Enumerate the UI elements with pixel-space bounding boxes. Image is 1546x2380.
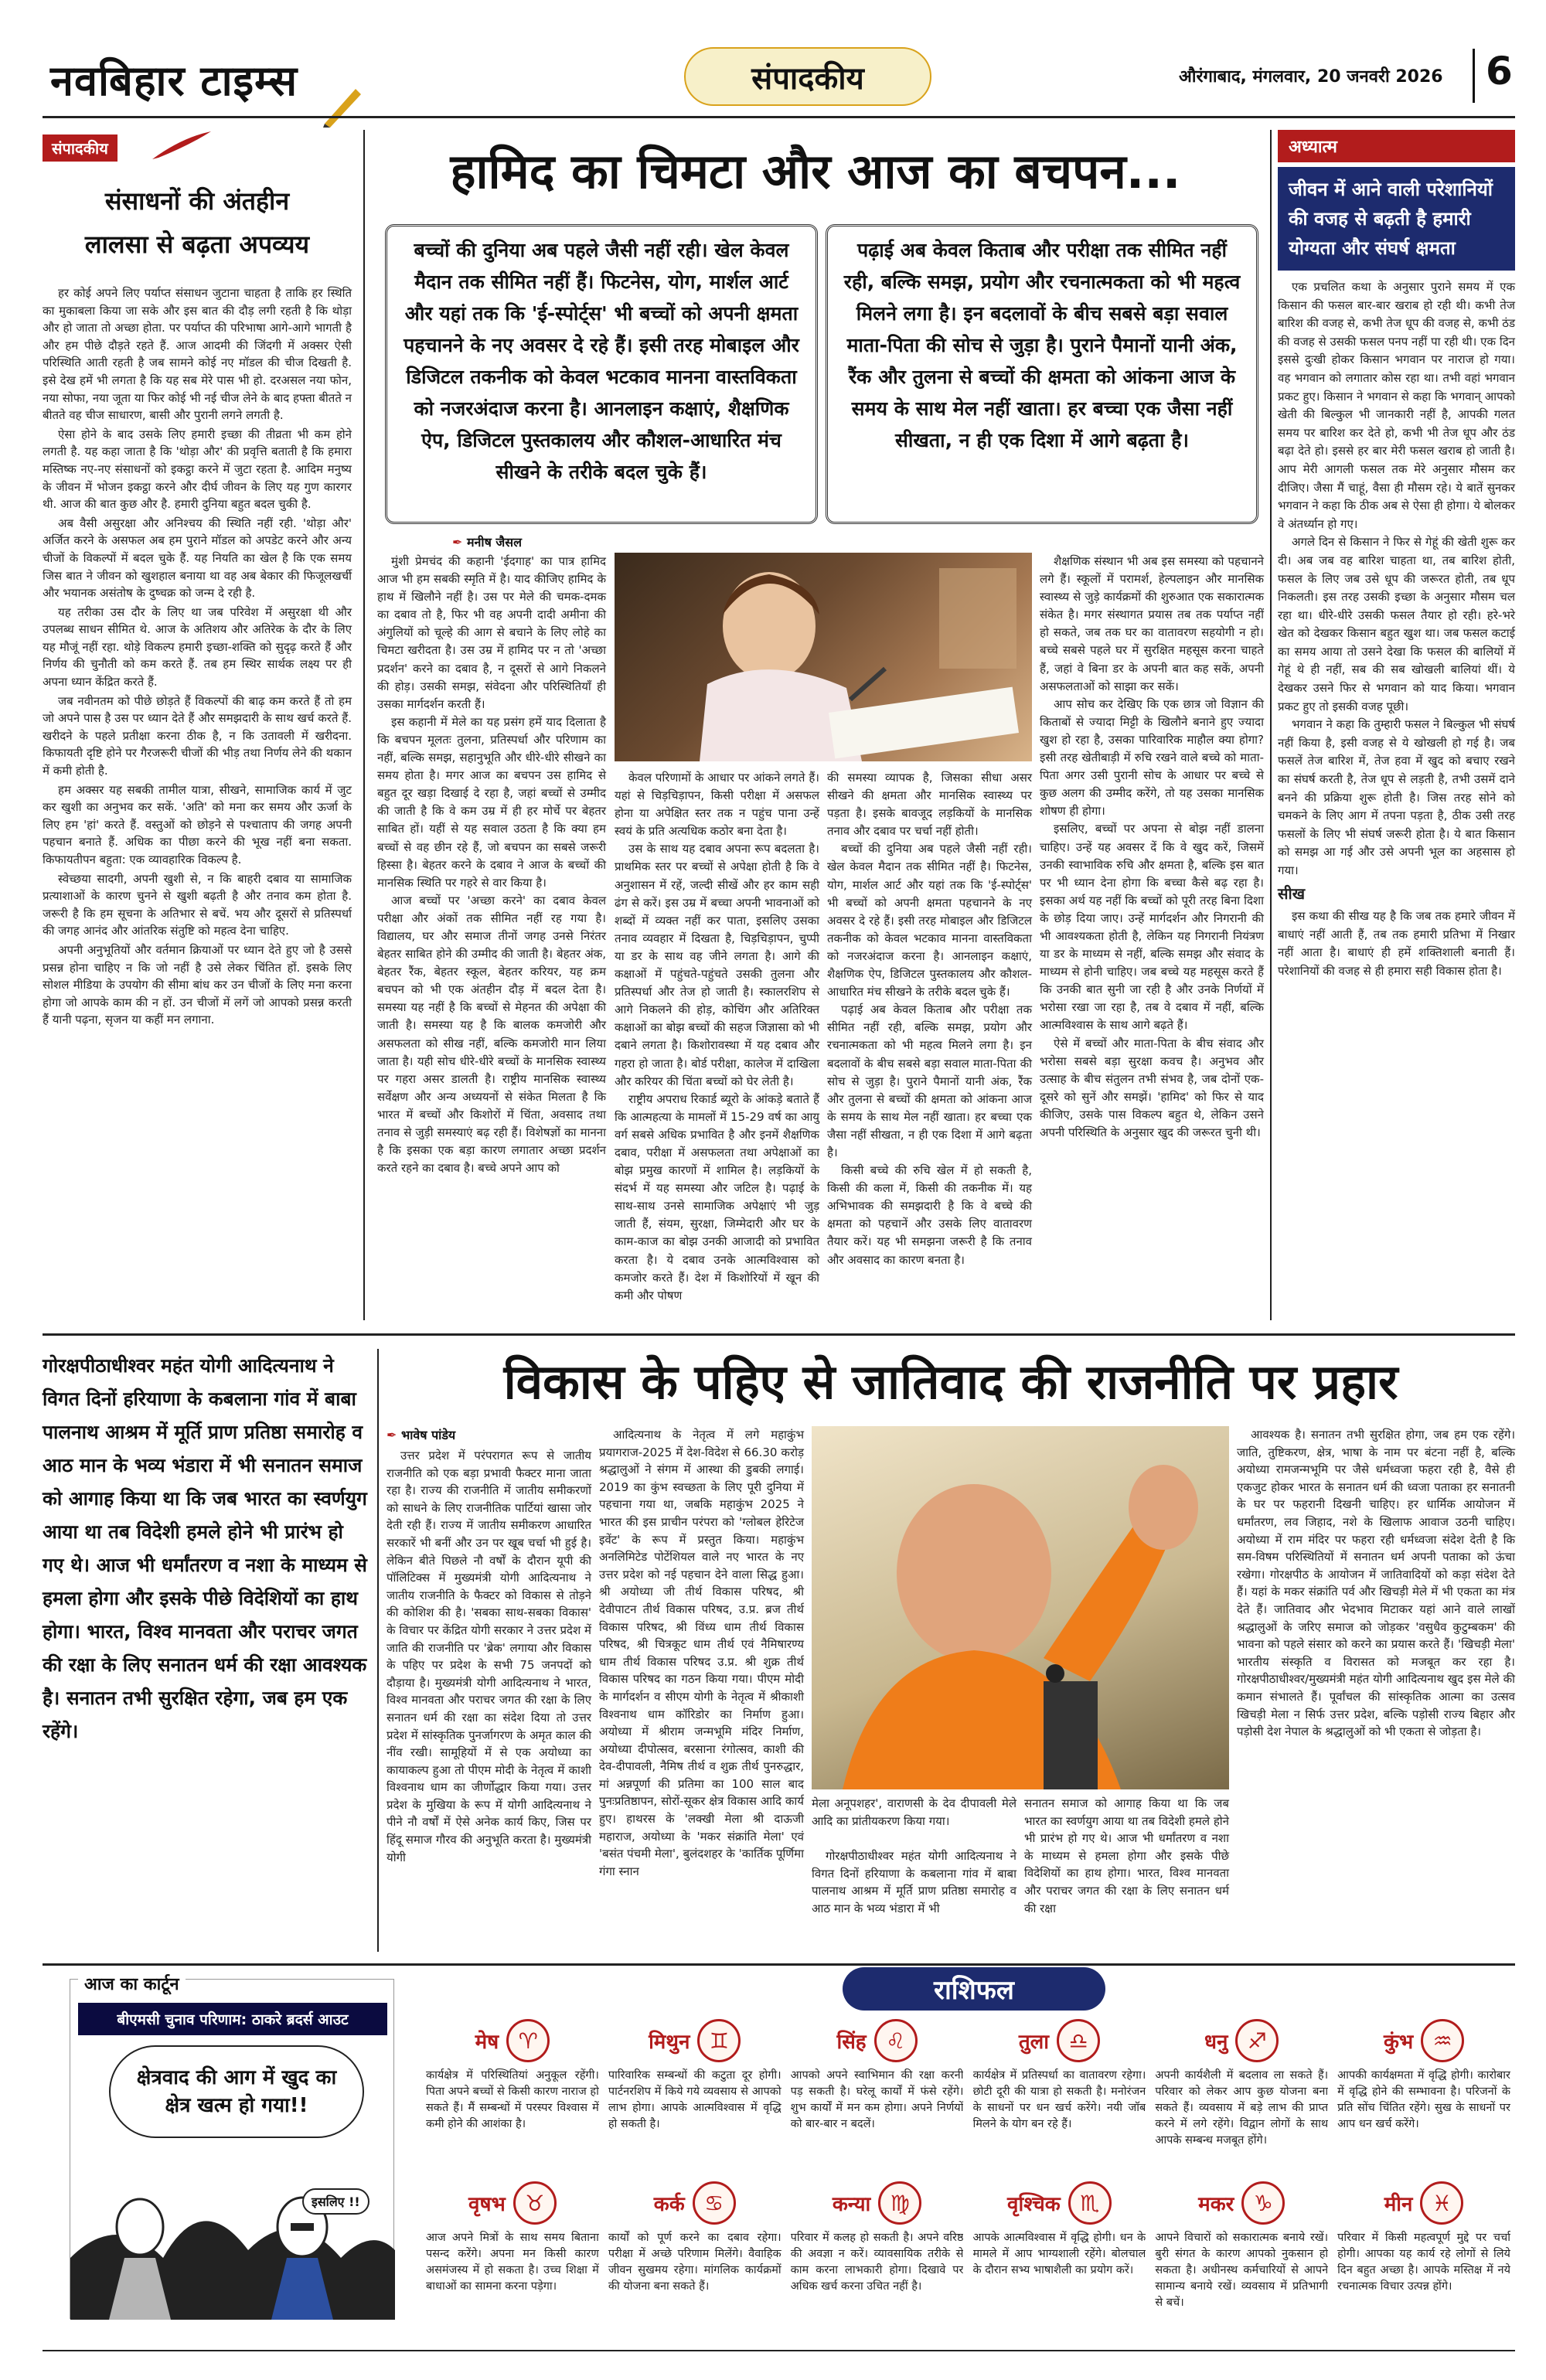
rashi-text: पारिवारिक सम्बन्धों की कटुता दूर होगी। पार्टनरशिप में किये गये व्यवसाय से आपको लाभ होगा। आपके आत्मविश्वास में वृद्धि हो सकती है। bbox=[608, 2069, 782, 2130]
zodiac-icon: ♐ bbox=[1235, 2019, 1279, 2062]
yogi-headline: विकास के पहिए से जातिवाद की राजनीति पर प्रहार bbox=[503, 1353, 1398, 1410]
quill-icon bbox=[151, 130, 213, 161]
editorial-title: संसाधनों की अंतहीन लालसा से बढ़ता अपव्यय bbox=[84, 186, 310, 259]
zodiac-icon: ♌ bbox=[874, 2019, 918, 2062]
rashifal-grid bbox=[421, 2014, 1515, 2338]
rashi-name: कर्क bbox=[653, 2193, 685, 2216]
rashi-cell bbox=[973, 2014, 1146, 2171]
yogi-col-1: उत्तर प्रदेश में परंपरागत रूप से जातीय राजनीति को एक बड़ा प्रभावी फैक्टर माना जाता रहा है। राज्य की राजनीति में जातीय समीकरणों को साधने के लिए राजनीतिक पार्टियां खासा जोर देती रही हैं। राज्य में जातीय समीकरण आधारित सरकारें भी बनीं और उन पर खूब चर्चा भी हुई है। लेकिन बीते पिछले नौ वर्षों के दौरान यूपी की पॉलिटिक्स में मुख्यमंत्री योगी आदित्यनाथ ने जातीय राजनीति के फैक्टर को विकास से तोड़ने की कोशिश की है। 'सबका साथ-सबका विकास' के विचार पर केंद्रित योगी सरकार ने उत्तर प्रदेश में जाति की राजनीति पर 'ब्रेक' लगाया और विकास के पहिए पर प्रदेश के सभी 75 जनपदों को दौड़ाया है। मुख्यमंत्री योगी आदित्यनाथ ने भारत, विश्व मानवता और पराचर जगत की रक्षा के लिए सनातन धर्म की रक्षा का संदेश दिया तो उत्तर प्रदेश में सांस्कृतिक पुनर्जागरण के अमृत काल की नींव रखी। सामूहियों में से एक अयोध्या का कायाकल्प हुआ तो पीएम मोदी के नेतृत्व में काशी विश्वनाथ धाम का जीर्णोद्धार किया गया। उत्तर प्रदेश के मुखिया के रूप में योगी आदित्यनाथ ने पीने नौ वर्षों में ऐसे अनेक कार्य किए, जिस पर हिंदू समाज गौरव की अनुभूति करता है। मुख्यमंत्री योगी bbox=[386, 1449, 591, 1864]
rashi-name: सिंह bbox=[836, 2031, 867, 2054]
rashi-cell bbox=[1155, 2014, 1328, 2171]
zodiac-icon: ♈ bbox=[506, 2019, 550, 2062]
main-col-4: शैक्षणिक संस्थान भी अब इस समस्या को पहचानने लगे हैं। स्कूलों में परामर्श, हेल्पलाइन और मानसिक स्वास्थ्य से जुड़े कार्यक्रमों की शुरुआत एक सकारात्मक संकेत है। मगर संस्थागत प्रयास तब तक पर्याप्त नहीं हो सकते, जब तक घर का वातावरण सहयोगी न हो। बच्चे सबसे पहले घर में सुरक्षित महसूस करना चाहते हैं, जहां वे बिना डर के अपनी बात कह सकें, अपनी असफलताओं को साझा कर सकें। आप सोच कर देखिए कि एक छात्र जो विज्ञान की किताबों से ज्यादा मिट्टी के खिलौने बनाने हुए ज्यादा खुश हो रहा है, उसका पारिवारिक माहौल क्या होगा? इसी तरह खेतीबाड़ी में रुचि रखने वाले बच्चे को माता-पिता अगर उसी पुरानी सोच के आधार पर बच्चे से कुछ अलग की उम्मीद करेंगे, तो यह उसका मानसिक शोषण ही होगा। इसलिए, बच्चों पर अपना से बोझ नहीं डालना चाहिए। उन्हें यह अवसर दें कि वे खुद करें, जिसमें उनकी स्वाभाविक रुचि और क्षमता है, बल्कि इस बात पर भी ध्यान देना होगा कि बच्चा कैसे बढ़ रहा है। इसका अर्थ यह नहीं कि बच्चों को पूरी तरह बिना दिशा के छोड़ दिया जाए। उन्हें मार्गदर्शन और निगरानी की भी आवश्यकता होती है, लेकिन यह निगरानी नियंत्रण या डर के माध्यम से नहीं, बल्कि समझ और संवाद के माध्यम से होनी चाहिए। जब बच्चे यह महसूस करते हैं कि उनकी बात सुनी जा रही है और उनके निर्णयों में भरोसा रखा जा रहा है, तब वे दबाव में नहीं, बल्कि आत्मविश्वास के साथ आगे बढ़ते हैं। ऐसे में बच्चों और माता-पिता के बीच संवाद और भरोसा सबसे बड़ा सुरक्षा कवच है। अनुभव और उत्साह के बीच संतुलन तभी संभव है, जब दोनों एक-दूसरे को सुनें और समझें। 'हामिद' को फिर से याद कीजिए, उसके पास विकल्प बहुत थे, लेकिन उसने अपनी परिस्थिति के अनुसार खुद की जरूरत चुनी थी। bbox=[1040, 554, 1264, 1139]
zodiac-icon: ♍ bbox=[878, 2181, 921, 2225]
rashi-name: मिथुन bbox=[649, 2031, 690, 2054]
rashi-name: मकर bbox=[1198, 2193, 1234, 2216]
rashi-cell bbox=[1155, 2176, 1328, 2334]
child-figure-icon bbox=[615, 553, 1032, 761]
rashi-cell bbox=[608, 2014, 782, 2171]
cartoon-box bbox=[70, 1975, 394, 2319]
byline-main: ✒ मनीष जैसल bbox=[452, 535, 522, 550]
rashi-cell bbox=[426, 2176, 599, 2334]
rashi-cell bbox=[973, 2176, 1146, 2334]
rashi-cell bbox=[608, 2176, 782, 2334]
pull-quote-right: पढ़ाई अब केवल किताब और परीक्षा तक सीमित नहीं रही, बल्कि समझ, प्रयोग और रचनात्मकता को भी महत्व मिलने लगा है। इन बदलावों के बीच सबसे बड़ा सवाल माता-पिता की सोच से जुड़ा है। पुराने पैमानों यानी अंक, रैंक और तुलना से बच्चों की क्षमता को आंकना आज के समय के साथ मेल नहीं खाता। हर बच्चा एक जैसा नहीं सीखता, न ही एक दिशा में आगे बढ़ता है। bbox=[826, 224, 1258, 524]
zodiac-icon: ♉ bbox=[513, 2181, 557, 2225]
newspaper-logo: नवबिहार टाइम्स bbox=[50, 56, 298, 105]
adhyatma-tag: अध्यात्म bbox=[1278, 130, 1515, 162]
rashi-name: वृश्चिक bbox=[1007, 2193, 1061, 2216]
rashifal-title: राशिफल bbox=[934, 1975, 1014, 2006]
zodiac-icon: ♋ bbox=[693, 2181, 736, 2225]
adhyatma-headline: जीवन में आने वाली परेशानियों की वजह से बढ़ती है हमारी योग्यता और संघर्ष क्षमता bbox=[1278, 167, 1515, 271]
zodiac-icon: ♊ bbox=[697, 2019, 741, 2062]
zodiac-icon: ♒ bbox=[1421, 2019, 1464, 2062]
yogi-col-3b: सनातन समाज को आगाह किया था कि जब भारत का स्वर्णयुग आया था तब विदेशी हमले होने भी प्रारंभ हो गए थे। आज भी धर्मांतरण व नशा के माध्यम से हमला होगा और इसके पीछे विदेशियों का हाथ होगा। भारत, विश्व मानवता और पराचर जगत की रक्षा के लिए सनातन धर्म की रक्षा bbox=[1024, 1796, 1229, 1915]
editorial-column bbox=[43, 130, 352, 1320]
dateline: औरंगाबाद, मंगलवार, 20 जनवरी 2026 bbox=[1179, 67, 1443, 87]
rashifal-title-bar bbox=[843, 1967, 1105, 2011]
zodiac-icon: ♎ bbox=[1057, 2019, 1100, 2062]
main-headline: हामिद का चिमटा और आज का बचपन... bbox=[450, 143, 1181, 199]
child-studying-photo bbox=[615, 553, 1032, 761]
yogi-col-3: गोरक्षपीठाधीश्वर महंत योगी आदित्यनाथ ने विगत दिनों हरियाणा के कबलाना गांव में बाबा पालनाथ आश्रम में मूर्ति प्राण प्रतिष्ठा समारोह व आठ मान के भव्य भंडारा में भी bbox=[812, 1849, 1016, 1915]
yogi-col-2: आदित्यनाथ के नेतृत्व में लगे महाकुंभ प्रयागराज-2025 में देश-विदेश से 66.30 करोड़ श्रद्धालुओं ने संगम में आस्था की डुबकी लगाई। 2019 का कुंभ स्वच्छता के लिए पूरी दुनिया में पहचाना गया था, जबकि महाकुंभ 2025 ने भारत की इस प्राचीन परंपरा को 'ग्लोबल हेरिटेज इवेंट' के रूप में प्रस्तुत किया। महाकुंभ अनलिमिटेड पोटेंशियल वाले नए भारत के नए उत्तर प्रदेश को नई पहचान देने वाला सिद्ध हुआ। श्री अयोध्या जी तीर्थ विकास परिषद, श्री देवीपाटन तीर्थ विकास परिषद, उ.प्र. ब्रज तीर्थ विकास परिषद, श्री विंध्य धाम तीर्थ विकास परिषद, श्री चित्रकूट धाम तीर्थ एवं नैमिषारण्य धाम तीर्थ विकास परिषद उ.प्र. श्री शुक्र तीर्थ विकास परिषद का गठन किया गया। पीएम मोदी के मार्गदर्शन व सीएम योगी के नेतृत्व में श्रीकाशी विश्वनाथ धाम कॉरिडोर का निर्माण हुआ। अयोध्या में श्रीराम जन्मभूमि मंदिर निर्माण, अयोध्या दीपोत्सव, बरसाना रंगोत्सव, काशी की देव-दीपावली, नैमिष तीर्थ व शुक्र तीर्थ पुनरुद्धार, मां अन्नपूर्णा की प्रतिमा का 100 साल बाद पुनःप्रतिष्ठापन, सोरों-सूकर क्षेत्र विकास आदि कार्य हुए। हाथरस के 'लक्खी मेला श्री दाऊजी महाराज, अयोध्या के 'मकर संक्रांति मेला' एवं 'बसंत पंचमी मेला', बुलंदशहर के 'कार्तिक पूर्णिमा गंगा स्नान bbox=[599, 1428, 804, 1878]
rashi-text: कार्यक्षेत्र में परिस्थितियां अनुकूल रहेंगी। पिता अपने बच्चों से किसी कारण नाराज हो सकते हैं। मैं सम्बन्धों में परस्पर विश्वास में कमी होने की आशंका है। bbox=[426, 2069, 599, 2130]
rashi-name: मेष bbox=[475, 2031, 499, 2054]
cartoon-drawing bbox=[70, 2142, 395, 2320]
pen-icon bbox=[321, 81, 367, 128]
rashi-cell bbox=[426, 2014, 599, 2171]
cartoon-bubble: क्षेत्रवाद की आग में खुद का क्षेत्र खत्म हो गया!! bbox=[109, 2045, 364, 2138]
rashi-text: आपके आत्मविश्वास में वृद्धि होगी। धन के मामले में आप भाग्यशाली रहेंगे। बोलचाल के दौरान सभ्य भाषाशैली का प्रयोग करें। bbox=[972, 2232, 1146, 2276]
sikh-label: सीख bbox=[1278, 884, 1306, 903]
main-col-2: केवल परिणामों के आधार पर आंकने लगते हैं। यहां से चिड़चिड़ापन, किसी परीक्षा में असफल होना या अपेक्षित स्तर तक न पहुंच पाना उन्हें स्वयं के प्रति अत्यधिक कठोर बना देता है। उस के साथ यह दबाव अपना रूप बदलता है। प्राथमिक स्तर पर बच्चों से अपेक्षा होती है कि वे अनुशासन में रहें, जल्दी सीखें और हर काम सही ढंग से करें। इस उम्र में बच्चा अपनी भावनाओं को शब्दों में व्यक्त नहीं कर पाता, इसलिए उसका तनाव व्यवहार में दिखता है, चिड़चिड़ापन, चुप्पी या डर के साथ वह जीने लगता है। आगे की कक्षाओं में पहुंचते-पहुंचते उसकी तुलना और प्रतिस्पर्धा और तेज हो जाती है। स्कालरशिप से आगे निकलने की होड़, कोचिंग और अतिरिक्त कक्षाओं का बोझ बच्चों की सहज जिज्ञासा को भी दबाने लगता है। किशोरावस्था में यह दबाव और गहरा हो जाता है। बोर्ड परीक्षा, कालेज में दाखिला और करियर की चिंता बच्चों को घेर लेती है। राष्ट्रीय अपराध रिकार्ड ब्यूरो के आंकड़े बताते हैं कि आत्महत्या के मामलों में 15-29 वर्ष का आयु वर्ग सबसे अधिक प्रभावित है और इनमें शैक्षणिक दबाव, परीक्षा में असफलता तथा अपेक्षाओं का बोझ प्रमुख कारणों में शामिल है। लड़कियों के संदर्भ में यह समस्या और जटिल है। पढ़ाई के साथ-साथ उनसे सामाजिक अपेक्षाएं भी जुड़ जाती हैं, संयम, सुरक्षा, जिम्मेदारी और घर के काम-काज का बोझ उनकी आजादी को प्रभावित करता है। ये दबाव उनके आत्मविश्वास को कमजोर करते हैं। देश में किशोरियों में खून की कमी और पोषण bbox=[615, 771, 819, 1302]
section-banner bbox=[684, 47, 931, 106]
rashi-name: वृषभ bbox=[468, 2193, 506, 2216]
rashi-name: कन्या bbox=[832, 2193, 871, 2216]
rashi-name: धनु bbox=[1204, 2031, 1228, 2054]
rashi-cell bbox=[1337, 2014, 1510, 2171]
yogi-col-4: आवश्यक है। सनातन तभी सुरक्षित होगा, जब हम एक रहेंगे। जाति, तुष्टिकरण, क्षेत्र, भाषा के नाम पर बंटना नहीं है, बल्कि अयोध्या रामजन्मभूमि पर जैसे धर्मध्वजा फहरा रही है, वैसे ही एकजुट होकर भारत के सनातन धर्म की ध्वजा पताका हर सनातनी के घर पर फहरानी दिखनी चाहिए। हर धार्मिक आयोजन में धर्मांतरण, लव जिहाद, नशे के खिलाफ आवाज उठनी चाहिए। अयोध्या में राम मंदिर पर फहरा रही धर्मध्वजा संदेश देती है कि सम-विषम परिस्थितियों में सनातन धर्म अपनी पताका को ऊंचा रखेगा। गोरक्षपीठ के आयोजन में जातिवादियों को कड़ा संदेश देते हैं। यहां के मकर संक्रांति पर्व और खिचड़ी मेले में भी एकता का मंत्र देते हैं। जातिवाद और भेदभाव मिटाकर यहां आने वाले लाखों श्रद्धालुओं के जरिए समाज को जोड़कर 'वसुधैव कुटुम्बकम' की भावना को पहले संसार को करने का प्रयास करते हैं। 'खिचड़ी मेला' भारतीय संस्कृति व विरासत को मजबूत कर रहा है। गोरक्षपीठाधीश्वर/मुख्यमंत्री महंत योगी आदित्यनाथ खुद इस मेले की कमान संभालते हैं। पूर्वांचल की सांस्कृतिक आत्मा का उत्सव खिचड़ी मेला न सिर्फ उत्तर प्रदेश, बल्कि पड़ोसी राज्य बिहार और पड़ोसी देश नेपाल के श्रद्धालुओं को भी एकता से जोड़ता है। bbox=[1237, 1428, 1515, 1739]
rashi-cell bbox=[791, 2014, 964, 2171]
page-number: 6 bbox=[1473, 49, 1511, 103]
adhyatma-column bbox=[1278, 130, 1515, 1320]
rashi-name: कुंभ bbox=[1383, 2031, 1414, 2054]
rashi-text: आज अपने मित्रों के साथ समय बिताना पसन्द करेंगे। अपना मन किसी कारण असमंजस्य में हो सकता है। उच्च शिक्षा में बाधाओं का सामना करना पड़ेगा। bbox=[426, 2232, 599, 2293]
pen-icon: ✒ bbox=[386, 1428, 401, 1442]
rashi-text: परिवार में कलह हो सकती है। अपने वरिष्ठ की अवज्ञा न करें। व्यावसायिक तरीके से काम करना लाभकारी होगा। दिखावे पर अधिक खर्च करना उचित नहीं है। bbox=[790, 2232, 964, 2293]
pen-icon: ✒ bbox=[452, 535, 467, 550]
speaker-figure-icon bbox=[812, 1426, 1229, 1789]
rashi-text: परिवार में किसी महत्वपूर्ण मुद्दे पर चर्चा होगी। आपका यह कार्य रहे लोगों से लिये दिन बहुत अच्छा है। आपके मस्तिक्ष में नये रचनात्मक विचार उत्पन्न होंगे। bbox=[1337, 2232, 1510, 2293]
rashi-name: तुला bbox=[1018, 2031, 1049, 2054]
cartoon-tag: आज का कार्टून bbox=[78, 1972, 186, 1995]
zodiac-icon: ♑ bbox=[1241, 2181, 1285, 2225]
cartoon-banner: बीएमसी चुनाव परिणाम: ठाकरे ब्रदर्स आउट bbox=[78, 2003, 387, 2035]
zodiac-icon: ♓ bbox=[1420, 2181, 1463, 2225]
yogi-side-quote: गोरक्षपीठाधीश्वर महंत योगी आदित्यनाथ ने विगत दिनों हरियाणा के कबलाना गांव में बाबा पालनाथ आश्रम में मूर्ति प्राण प्रतिष्ठा समारोह व आठ मान के भव्य भंडारा में भी सनातन समाज को आगाह किया था कि जब भारत का स्वर्णयुग आया था तब विदेशी हमले होने भी प्रारंभ हो गए थे। आज भी धर्मांतरण व नशा के माध्यम से हमला होगा और इसके पीछे विदेशियों का हाथ होगा। भारत, विश्व मानवता और पराचर जगत की रक्षा के लिए सनातन धर्म की रक्षा आवश्यक है। सनातन तभी सुरक्षित रहेगा, जब हम एक रहेंगे। bbox=[43, 1354, 367, 1742]
main-col-1: मुंशी प्रेमचंद की कहानी 'ईदगाह' का पात्र हामिद आज भी हम सबकी स्मृति में है। याद कीजिए हामिद के हाथ में खिलौने नहीं है। उस पर मेले की चमक-दमक का दबाव तो है, फिर भी वह अपनी दादी अमीना की अंगुलियों को चूल्हे की आग से बचाने के लिए लोहे का चिमटा खरीदता है। उस उम्र में हामिद पर न तो 'अच्छा प्रदर्शन' करने का दबाव है, न दूसरों से आगे निकलने की होड़। उसकी समझ, संवेदना और परिस्थितियाँ ही उसका मार्गदर्शन करती हैं। इस कहानी में मेले का यह प्रसंग हमें याद दिलाता है कि बचपन मूलतः तुलना, प्रतिस्पर्धा और परिणाम का नहीं, बल्कि समझ, सहानुभूति और धीरे-धीरे सीखने का समय होता है। मगर आज का बचपन उस हामिद से बहुत दूर खड़ा दिखाई दे रहा है, जहां बच्चों से उम्मीद की जाती है कि वे कम उम्र में ही हर मोर्चे पर बेहतर साबित हों। यहीं से यह सवाल उठता है कि क्या हम बच्चों से वह छीन रहे हैं, जो बचपन का सबसे जरूरी हिस्सा है। बेहतर करने के दबाव ने आज के बच्चों की मानसिक स्थिति पर गहरे से वार किया है। आज बच्चों पर 'अच्छा करने' का दबाव केवल परीक्षा और अंकों तक सीमित नहीं रह गया है। विद्यालय, घर और समाज तीनों जगह उनसे निरंतर बेहतर साबित होने की उम्मीद की जाती है। बेहतर अंक, बेहतर रैंक, बेहतर स्कूल, बेहतर करियर, यह क्रम बचपन को भी एक अंतहीन दौड़ में बदल देता है। समस्या यह नहीं है कि बच्चों से मेहनत की अपेक्षा की जाती है। समस्या यह है कि बालक कमजोरी और असफलता को सीख नहीं, बल्कि कमजोरी मान लिया जाता है। यही सोच धीरे-धीरे बच्चों के मानसिक स्वास्थ्य पर गहरा असर डालती है। राष्ट्रीय मानसिक स्वास्थ्य सर्वेक्षण और अन्य अध्ययनों से संकेत मिलता है कि भारत में बच्चों और किशोरों में चिंता, अवसाद तथा तनाव से जुड़ी समस्याएं बढ़ रही हैं। विशेषज्ञों का मानना है कि इसका एक बड़ा कारण लगातार अच्छा प्रदर्शन करते रहने का दबाव है। बच्चे अपने आप को bbox=[377, 554, 606, 1176]
rashi-text: कार्यों को पूर्ण करने का दबाव रहेगा। परीक्षा में अच्छे परिणाम मिलेंगे। वैवाहिक जीवन सुखमय रहेगा। मांगलिक कार्यक्रमों की योजना बना सकते हैं। bbox=[608, 2232, 782, 2293]
pull-quote-left: बच्चों की दुनिया अब पहले जैसी नहीं रही। खेल केवल मैदान तक सीमित नहीं हैं। फिटनेस, योग, मार्शल आर्ट और यहां तक कि 'ई-स्पोर्ट्स' भी बच्चों को अपनी क्षमता पहचानने के नए अवसर दे रहे हैं। इसी तरह मोबाइल और डिजिटल तकनीक को केवल भटकाव मानना वास्तविकता को नजरअंदाज करना है। आनलाइन कक्षाएं, शैक्षणिक ऐप, डिजिटल पुस्तकालय और कौशल-आधारित मंच सीखने के तरीके बदल चुके हैं। bbox=[385, 224, 818, 524]
masthead bbox=[43, 43, 1515, 114]
rashi-text: आपको अपने स्वाभिमान की रक्षा करनी पड़ सकती है। घरेलू कार्यों में फंसे रहेंगे। शुभ कार्यों में मन कम होगा। अपने निर्णयों को बार-बार न बदलें। bbox=[790, 2069, 964, 2130]
rashi-text: आपकी कार्यक्षमता में वृद्धि होगी। कारोबार में वृद्धि होने की सम्भावना है। परिजनों के प्रति सोंच चिंतित रहेंगे। सुख के साधनों पर आप धन खर्च करेंगे। bbox=[1337, 2069, 1510, 2130]
main-col-3: की समस्या व्यापक है, जिसका सीधा असर सीखने की क्षमता और मानसिक स्वास्थ्य पर पड़ता है। इसके बावजूद लड़कियों के मानसिक तनाव और दबाव पर चर्चा नहीं होती। बच्चों की दुनिया अब पहले जैसी नहीं रही। खेल केवल मैदान तक सीमित नहीं है। फिटनेस, योग, मार्शल आर्ट और यहां तक कि 'ई-स्पोर्ट्स' भी बच्चों को अपनी क्षमता पहचानने के नए अवसर दे रहे हैं। इसी तरह मोबाइल और डिजिटल तकनीक को केवल भटकाव मानना वास्तविकता को नजरअंदाज करना है। आनलाइन कक्षाएं, शैक्षणिक ऐप, डिजिटल पुस्तकालय और कौशल-आधारित मंच सीखने के तरीके बदल चुके हैं। पढ़ाई अब केवल किताब और परीक्षा तक सीमित नहीं रही, बल्कि समझ, प्रयोग और रचनात्मकता को भी महत्व मिलने लगा है। इन बदलावों के बीच सबसे बड़ा सवाल माता-पिता की सोच से जुड़ा है। पुराने पैमानों यानी अंक, रैंक और तुलना से बच्चों की क्षमता को आंकना आज के समय के साथ मेल नहीं खाता। हर बच्चा एक जैसा नहीं सीखता, न ही एक दिशा में आगे बढ़ता है। किसी बच्चे की रुचि खेल में हो सकती है, किसी की कला में, किसी की तकनीक में। यह अभिभावक की समझदारी है कि वे बच्चे की क्षमता को पहचानें और उसके लिए वातावरण तैयार करें। यह भी समझना जरूरी है कि तनाव और अवसाद का कारण बनता है। bbox=[827, 771, 1032, 1267]
rashi-name: मीन bbox=[1384, 2193, 1413, 2216]
rashi-text: आपने विचारों को सकारात्मक बनाये रखें। बुरी संगत के कारण आपको नुकसान हो सकता है। अधीनस्थ कर्मचारियों से आपने सामान्य बनाये रखें। व्यवसाय में प्रतिभागी से बचें। bbox=[1155, 2232, 1329, 2309]
rashi-cell bbox=[1337, 2176, 1510, 2334]
rashi-text: कार्यक्षेत्र में प्रतिस्पर्धा का वातावरण रहेगा। छोटी दूरी की यात्रा हो सकती है। मनोरंजन के साधनों पर धन खर्च करेंगे। नयी जॉब मिलने के योग बन रहे हैं। bbox=[972, 2069, 1146, 2130]
yogi-photo-caption: मेला अनूपशहर', वाराणसी के देव दीपावली मेले आदि का प्रांतीयकरण किया गया। bbox=[812, 1796, 1016, 1828]
yogi-photo bbox=[812, 1426, 1229, 1789]
editorial-tag: संपादकीय bbox=[43, 134, 117, 162]
section-title: संपादकीय bbox=[751, 60, 864, 97]
rashi-text: अपनी कार्यशैली में बदलाव ला सकते हैं। परिवार को लेकर आप कुछ योजना बना सकते हैं। व्यवसाय में बड़े लाभ की प्राप्त करने में लगे रहेंगे। विद्वान लोगों के साथ आपके सम्बन्ध मजबूत होंगे। bbox=[1155, 2069, 1329, 2147]
rashi-cell bbox=[791, 2176, 964, 2334]
editorial-body: हर कोई अपने लिए पर्याप्त संसाधन जुटाना चाहता है ताकि हर स्थिति का मुकाबला किया जा सके और इस बात की दौड़ लगी रहती है कि थोड़ा और हो जाता तो अच्छा होता. पर पर्याप्त की परिभाषा आगे-आगे भागती है और हम पीछे दौड़ते रहते हैं. आज आदमी की जिंदगी में अक्सर ऐसी परिस्थिति आती रहती है जब सामने कोई नए मॉडल की चीज दिखती है. इसे देख हमें भी लगता है कि यह सब मेरे पास भी हो. दरअसल नया फोन, नया सोफा, नया जूता या फिर कोई भी नई चीज लेने के बाद हफ्ता बीतते न बीतते वह चीज साधारण, बासी और पुरानी लगने लगती है. ऐसा होने के बाद उसके लिए हमारी इच्छा की तीव्रता भी कम होने लगती है. यह कहा जाता है कि 'थोड़ा और' की प्रवृत्ति बताती है कि हमारा मस्तिष्क नए-नए संसाधनों को इकट्ठा करने में जुटा रहता है. आदिम मनुष्य के जीवन में भोजन इकट्ठा करने और दीर्घ जीवन के लिए यह गुण कारगर थी. आज की बात कुछ और है. हमारी दुनिया बहुत बदल चुकी है. अब वैसी असुरक्षा और अनिश्चय की स्थिति नहीं रही. 'थोड़ा और' अर्जित करने के असफल अब हम पुराने मॉडल को अपडेट करने और अन्य चीजों के विकल्पों में बदल चुके हैं. यह नियति का खेल है कि एक समय जिस बात ने जीवन को खुशहाल बनाया था वह अब बेकार की फिजूलखर्ची और भयानक असंतोष के दुष्चक्र को जन्म दे रही है. यह तरीका उस दौर के लिए था जब परिवेश में असुरक्षा थी और उपलब्ध साधन सीमित थे. आज के अतिशय और अतिरेक के दौर के लिए यह मौजूं नहीं रहा. थोड़े विकल्प हमारी इच्छा-शक्ति को सुदृढ़ करते हैं और निर्णय की चुनौती को कम करते हैं. तब हम स्थिर सार्थक लक्ष्य पर ही अपना ध्यान केंद्रित करते हैं. जब नवीनतम को पीछे छोड़ते हैं विकल्पों की बाढ़ कम करते हैं तो हम जो अपने पास है उस पर ध्यान देते हैं और समझदारी के साथ खर्च करते हैं. खरीदने के पहले प्रतीक्षा करना ठीक है, न कि उतावली में खरीदना. किफायती दृष्टि होने पर गैरजरूरी चीजों की भीड़ तथा निर्णय लेने की थकान में कमी होती है. हम अक्सर यह सबकी तामील यात्रा, सीखने, सामाजिक कार्य में जुट कर खुशी का अनुभव कर सकें. 'अति' को मना कर समय और ऊर्जा के लिए हम 'हां' करते हैं. वस्तुओं को छोड़ने से पश्चाताप की जगह अपनी पहचान बनाते हैं. अधिक का पीछा करने की भूख नहीं बना सकता. किफायतीपन बहुता: एक व्यावहारिक विकल्प है. स्वेच्छया सादगी, अपनी खुशी से, न कि बाहरी दबाव या सामाजिक प्रत्याशाओं के कारण चुनने से खुशी बढ़ती है और तनाव कम होता है. जरूरी है कि हम सूचना के अतिभार से बचें. भय और दूसरों से प्रतिस्पर्धा की जगह आनंद और आंतरिक संतुष्टि को महत्व देना चाहिए. अपनी अनुभूतियों और वर्तमान क्रियाओं पर ध्यान देते हुए जो है उससे प्रसन्न होना चाहिए न कि जो नहीं है उसे लेकर चिंतित हों. इसके लिए सोशल मीडिया के उपयोग की सीमा बांध कर उन चीजों के लिए मना करना होगा जो आपके काम की न हों. उन चीजों में लगें जो आपको प्रसन्न करती हैं यानी पढ़ना, सृजन या कहीं मन लगाना. bbox=[43, 286, 352, 1027]
cartoon-bubble-small: इसलिए !! bbox=[302, 2188, 369, 2215]
byline-yogi: ✒ भावेष पांडेय bbox=[386, 1428, 456, 1442]
zodiac-icon: ♏ bbox=[1068, 2181, 1112, 2225]
adhyatma-body: एक प्रचलित कथा के अनुसार पुराने समय में एक किसान की फसल बार-बार खराब हो रही थी। कभी तेज बारिश की वजह से, कभी तेज धूप की वजह से, कभी ठंड की वजह से उसकी फसल पनप नहीं पा रही थी। एक दिन इससे दुःखी होकर किसान भगवान पर नाराज हो गया। वह भगवान को लगातार कोस रहा था। तभी वहां भगवान प्रकट हुए। किसान ने भगवान से कहा कि भगवान् आपको खेती की बिल्कुल भी जानकारी नहीं है, आपकी गलत समय पर बारिश कर देते हो, कभी भी तेज धूप और ठंड बढ़ा देते हो। इससे हर बार मेरी फसल खराब हो जाती है। आप मेरी आगली फसल तक मेरे अनुसार मौसम कर दीजिए। जैसा मैं चाहूं, वैसा ही मौसम रहे। ये बातें सुनकर भगवान ने कहा कि ठीक अब से ऐसा ही होगा। ये बोलकर वे अंतर्ध्यान हो गए। अगले दिन से किसान ने फिर से गेहूं की खेती शुरू कर दी। अब जब वह बारिश चाहता था, तब बारिश होती, फसल के लिए जब उसे धूप की जरूरत होती, तब धूप निकलती। इस तरह उसकी इच्छा के अनुसार मौसम चल रहा था। धीरे-धीरे उसकी फसल तैयार हो रही। हरे-भरे खेत को देखकर किसान बहुत खुश था। जब फसल कटाई का समय आया तो उसने देखा कि फसल की बालियों में गेहूं थे ही नहीं, सब की सब खोखली बालियां थीं। ये देखकर उसने फिर से भगवान को याद किया। भगवान प्रकट हुए तो इसकी वजह पूछी। भगवान ने कहा कि तुम्हारी फसल ने बिल्कुल भी संघर्ष नहीं किया है, इसी वजह से ये खोखली हो गई है। जब फसलें तेज बारिश में, तेज हवा में खुद को बचाए रखने का संघर्ष करती है, तेज धूप से लड़ती है, तभी उसमें दाने बनने की प्रक्रिया शुरू होती है। जिस तरह सोने को चमकने के लिए आग में तपना पड़ता है, ठीक उसी तरह फसलों के लिए भी संघर्ष जरूरी होता है। ये बात किसान को समझ आ गई और उसे अपनी भूल का अहसास हो गया। सीख इस कथा की सीख यह है कि जब तक हमारे जीवन में बाधाएं नहीं आती हैं, तब तक हमारी प्रतिभा में निखार नहीं आता है। बाधाएं ही हमें शक्तिशाली बनाती हैं। परेशानियों की वजह से ही हमारा सही विकास होता है। bbox=[1278, 280, 1515, 978]
